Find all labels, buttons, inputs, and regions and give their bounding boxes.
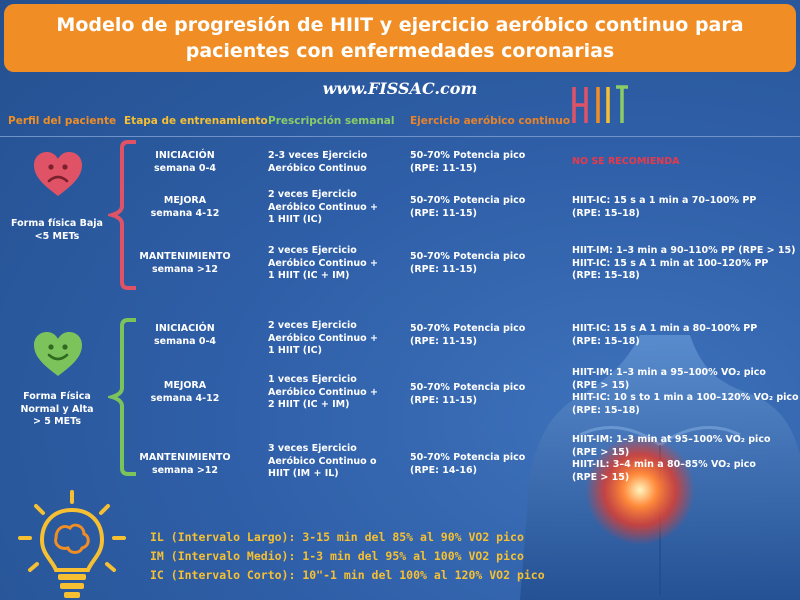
header-prescripcion: Prescripción semanal — [268, 115, 395, 127]
aerobic-normal-mantenimiento: 50-70% Potencia pico (RPE: 14-16) — [410, 452, 526, 476]
aerobic-normal-mejora: 50-70% Potencia pico (RPE: 11-15) — [410, 382, 526, 406]
profile-normal: Forma Física Normal y Alta > 5 METs — [20, 391, 94, 427]
title-line-2: pacientes con enfermedades coronarias — [185, 40, 615, 62]
profile-low: Forma física Baja <5 METs — [11, 218, 103, 242]
prescription-low-mantenimiento: 2 veces Ejercicio Aeróbico Continuo + 1 HIIT (IC + IM) — [268, 245, 378, 281]
aerobic-low-mejora: 50-70% Potencia pico (RPE: 11-15) — [410, 195, 526, 219]
aerobic-low-mantenimiento: 50-70% Potencia pico (RPE: 11-15) — [410, 251, 526, 275]
stage-normal-mejora: MEJORA semana 4-12 — [150, 380, 220, 404]
header-aerobico: Ejercicio aeróbico continuo — [410, 115, 571, 127]
prescription-low-iniciacion: 2-3 veces Ejercicio Aeróbico Continuo — [268, 150, 368, 174]
prescription-normal-mejora: 1 veces Ejercicio Aeróbico Continuo + 2 HIIT (IC + IM) — [268, 374, 378, 410]
aerobic-low-iniciacion: 50-70% Potencia pico (RPE: 11-15) — [410, 150, 526, 174]
prescription-low-mejora: 2 veces Ejercicio Aeróbico Continuo + 1 HIIT (IC) — [268, 189, 378, 225]
stage-normal-iniciacion: INICIACIÓN semana 0-4 — [153, 323, 217, 347]
header-divider — [0, 136, 800, 137]
header-perfil: Perfil del paciente — [8, 115, 117, 127]
lightbulb-brain-icon — [10, 488, 135, 600]
stage-normal-mantenimiento: MANTENIMIENTO semana >12 — [139, 452, 231, 476]
legend-il: IL (Intervalo Largo): 3-15 min del 85% al 90% VO2 pico — [150, 530, 524, 544]
hiit-normal-mantenimiento: HIIT-IM: 1–3 min at 95–100% VO₂ pico (RPE > 15) HIIT-IL: 3–4 min a 80–85% VO₂ pico (RPE > 15) — [572, 434, 771, 483]
stage-low-mantenimiento: MANTENIMIENTO semana >12 — [139, 251, 231, 275]
prescription-normal-iniciacion: 2 veces Ejercicio Aeróbico Continuo + 1 HIIT (IC) — [268, 320, 378, 356]
hiit-low-mantenimiento: HIIT-IM: 1–3 min a 90–110% PP (RPE > 15) HIIT-IC: 15 s A 1 min at 100–120% PP (RPE: 15–18) — [572, 245, 796, 281]
prescription-normal-mantenimiento: 3 veces Ejercicio Aeróbico Continuo o HIIT (IM + IL) — [268, 443, 377, 479]
hiit-low-iniciacion: NO SE RECOMIENDA — [572, 156, 680, 167]
hiit-normal-mejora: HIIT-IM: 1–3 min a 95–100% VO₂ pico (RPE > 15) HIIT-IC: 10 s to 1 min a 100–120% VO₂ pico (RPE: 15–18) — [572, 367, 799, 416]
aerobic-normal-iniciacion: 50-70% Potencia pico (RPE: 11-15) — [410, 323, 526, 347]
hiit-low-mejora: HIIT-IC: 15 s a 1 min a 70–100% PP (RPE: 15–18) — [572, 195, 757, 219]
legend-im: IM (Intervalo Medio): 1-3 min del 95% al 100% VO2 pico — [150, 549, 524, 563]
hiit-normal-iniciacion: HIIT-IC: 15 s A 1 min a 80–100% PP (RPE: 15–18) — [572, 323, 758, 347]
legend-ic: IC (Intervalo Corto): 10"-1 min del 100% al 120% VO2 pico — [150, 568, 545, 582]
happy-face-icon — [32, 330, 84, 378]
header-etapa: Etapa de entrenamiento — [124, 115, 268, 127]
hiit-logo — [570, 84, 630, 126]
stage-low-iniciacion: INICIACIÓN semana 0-4 — [153, 150, 217, 174]
title-banner — [4, 4, 796, 72]
stage-low-mejora: MEJORA semana 4-12 — [150, 195, 220, 219]
website-url[interactable]: www.FISSAC.com — [322, 79, 478, 98]
title-line-1: Modelo de progresión de HIIT y ejercicio aeróbico continuo para — [56, 14, 744, 36]
sad-face-icon — [32, 150, 84, 198]
